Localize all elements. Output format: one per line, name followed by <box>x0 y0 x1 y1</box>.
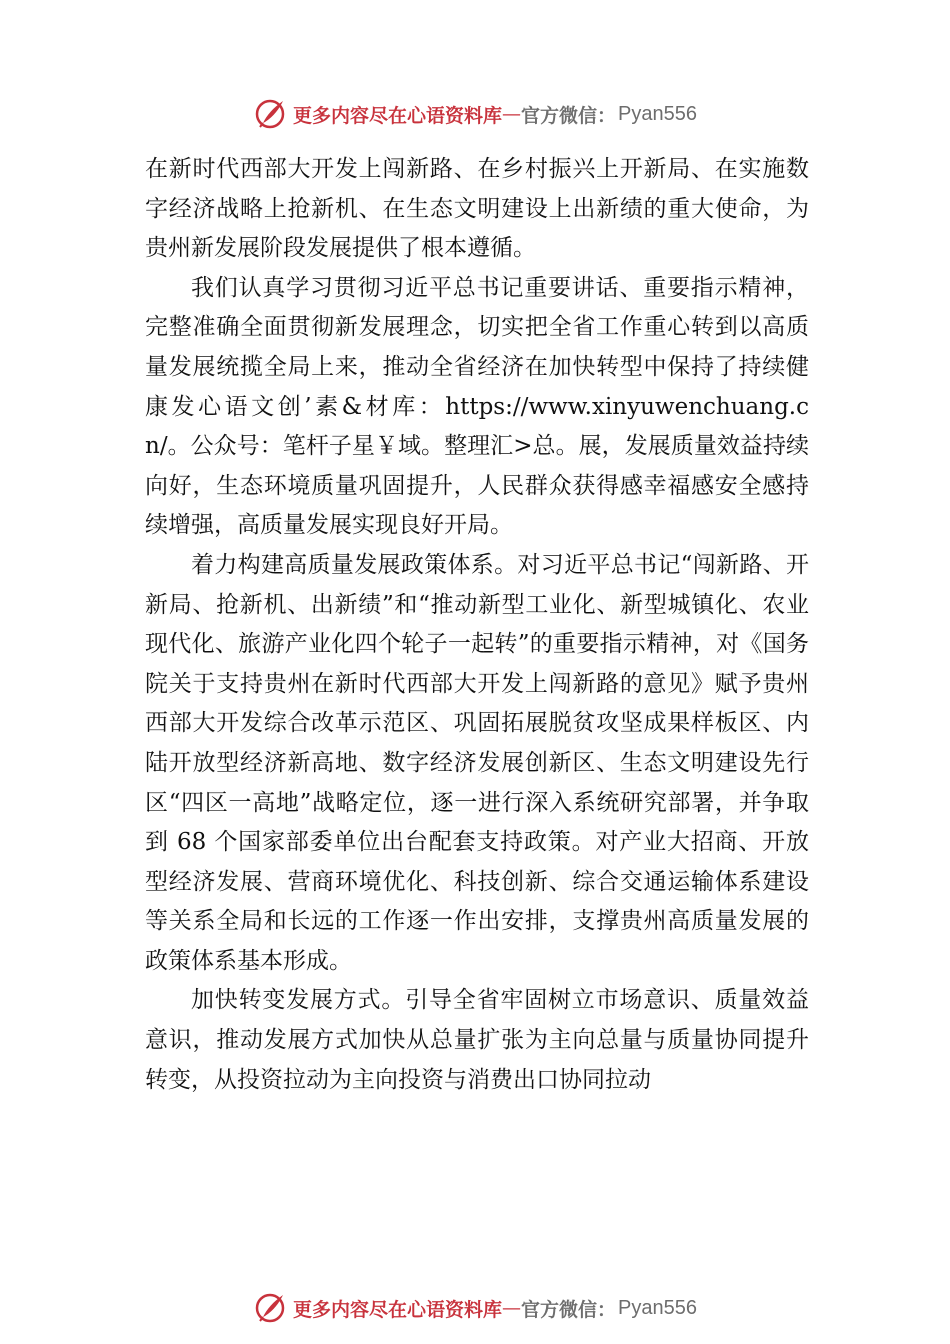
header-banner <box>0 94 950 134</box>
paragraph-3: 着力构建高质量发展政策体系。对习近平总书记“闯新路、开新局、抢新机、出新绩”和“推动新型工业化、新型城镇化、农业现代化、旅游产业化四个轮子一起转”的重要指示精神，对《国务院关于支持贵州在新时代西部大开发上闯新路的意见》赋予贵州西部大开发综合改革示范区、巩固拓展脱贫攻坚成果样板区、内陆开放型经济新高地、数字经济发展创新区、生态文明建设先行区“四区一高地”战略定位，逐一进行深入系统研究部署，并争取到 68 个国家部委单位出台配套支持政策。对产业大招商、开放型经济发展、营商环境优化、科技创新、综合交通运输体系建设等关系全局和长远的工作逐一作出安排，支撑贵州高质量发展的政策体系基本形成。 <box>145 551 809 974</box>
banner-title: 更多内容尽在心语资料库 <box>293 104 503 127</box>
paragraph-4: 加快转变发展方式。引导全省牢固树立市场意识、质量效益意识，推动发展方式加快从总量扩张为主向总量与质量协同提升转变，从投资拉动为主向投资与消费出口协同拉动 <box>145 987 809 1093</box>
banner-dash: — <box>502 103 522 125</box>
banner-wechat-label: 官方微信： <box>521 104 617 127</box>
paragraph-1: 在新时代西部大开发上闯新路、在乡村振兴上开新局、在实施数字经济战略上抢新机、在生态文明建设上出新绩的重大使命，为贵州新发展阶段发展提供了根本遵循。 <box>145 156 809 262</box>
banner-wechat-handle: Pyan556 <box>618 1296 697 1319</box>
footer-banner <box>0 1288 950 1328</box>
paragraph-2: 我们认真学习贯彻习近平总书记重要讲话、重要指示精神，完整准确全面贯彻新发展理念，切实把全省工作重心转到以高质量发展统揽全局上来，推动全省经济在加快转型中保持了持续健康发心语文创’素&材库：https://www.xinyuwenchuang.cn/。公众号：笔杆子星￥域。整理汇>总。展，发展质量效益持续向好，生态环境质量巩固提升，人民群众获得感幸福感安全感持续增强，高质量发展实现良好开局。 <box>145 274 809 539</box>
document-body <box>145 150 809 1100</box>
banner-wechat-label: 官方微信： <box>521 1298 617 1321</box>
banner-title: 更多内容尽在心语资料库 <box>293 1298 503 1321</box>
banner-wechat-handle: Pyan556 <box>618 102 697 125</box>
quill-logo-icon <box>253 1291 287 1325</box>
banner-dash: — <box>502 1297 522 1319</box>
quill-logo-icon <box>253 97 287 131</box>
